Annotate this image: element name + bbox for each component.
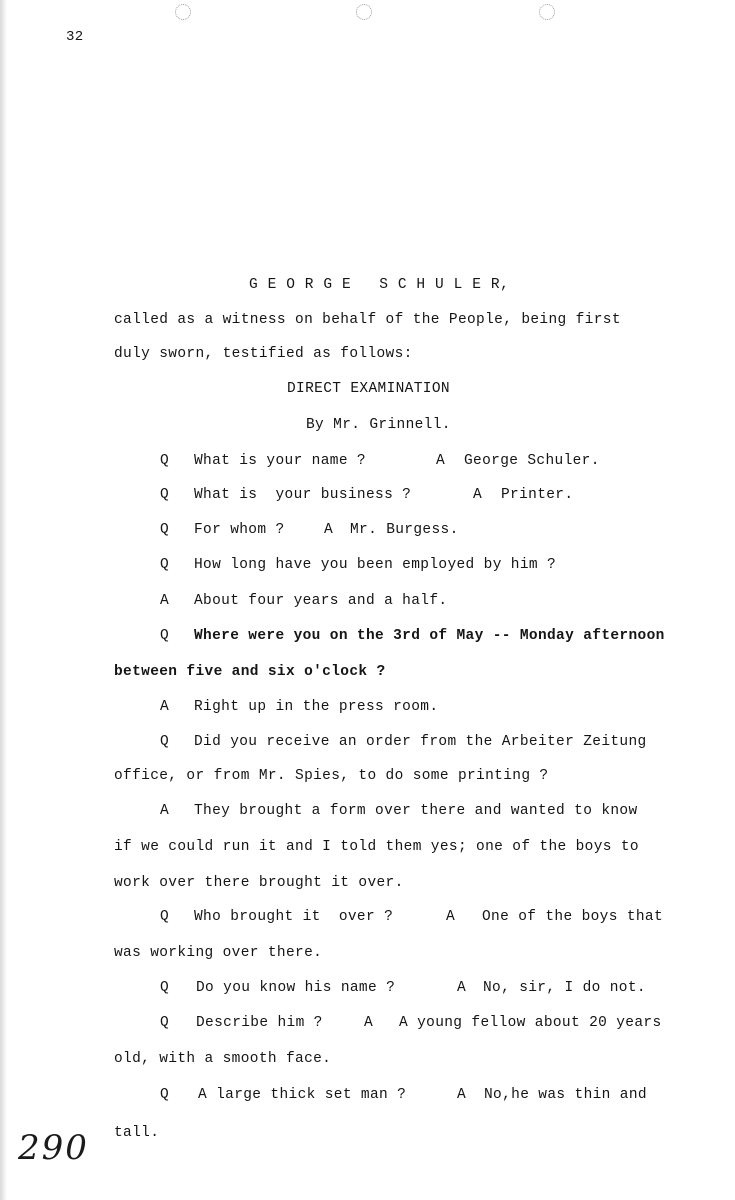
question-text: Do you know his name ? [196,980,396,996]
examiner-line: By Mr. Grinnell. [306,417,451,433]
a-label: A [160,593,170,609]
answer-continuation: tall. [114,1125,160,1141]
intro-line-1: called as a witness on behalf of the People, being first [114,312,621,328]
answer-text: They brought a form over there and wanted to know [194,803,638,819]
question-text: What is your name ? [194,453,366,469]
answer-continuation: was working over there. [114,945,323,961]
answer-continuation: if we could run it and I told them yes; one of the boys to [114,839,639,855]
a-label: A [364,1015,374,1031]
q-label: Q [160,1015,170,1031]
handwritten-page-number: 290 [18,1128,89,1168]
q-label: Q [160,734,170,750]
answer-continuation: work over there brought it over. [114,875,404,891]
answer-text: No,he was thin and [484,1087,647,1103]
witness-heading: G E O R G E S C H U L E R, [249,277,510,293]
a-label: A [324,522,334,538]
punch-hole-mark [175,4,191,20]
a-label: A [457,1087,467,1103]
question-text: Where were you on the 3rd of May -- Monday afternoon [194,628,665,644]
q-label: Q [160,487,170,503]
question-text: What is your business ? [194,487,412,503]
page-edge-shadow [0,0,7,1200]
a-label: A [473,487,483,503]
section-title: DIRECT EXAMINATION [287,381,450,397]
question-text: Did you receive an order from the Arbeiter Zeitung [194,734,647,750]
answer-text: Right up in the press room. [194,699,439,715]
punch-hole-mark [356,4,372,20]
question-continuation: office, or from Mr. Spies, to do some printing ? [114,768,549,784]
question-text: How long have you been employed by him ? [194,557,557,573]
q-label: Q [160,522,170,538]
intro-line-2: duly sworn, testified as follows: [114,346,413,362]
answer-text: Printer. [501,487,574,503]
a-label: A [160,699,170,715]
page-number: 32 [66,29,84,45]
question-text: A large thick set man ? [198,1087,407,1103]
question-text: Who brought it over ? [194,909,394,925]
a-label: A [160,803,170,819]
q-label: Q [160,453,170,469]
question-continuation: between five and six o'clock ? [114,664,386,680]
a-label: A [446,909,456,925]
answer-continuation: old, with a smooth face. [114,1051,332,1067]
q-label: Q [160,980,170,996]
q-label: Q [160,1087,170,1103]
answer-text: George Schuler. [464,453,600,469]
answer-text: One of the boys that [482,909,664,925]
answer-text: No, sir, I do not. [483,980,646,996]
q-label: Q [160,557,170,573]
a-label: A [457,980,467,996]
question-text: Describe him ? [196,1015,323,1031]
answer-text: Mr. Burgess. [350,522,459,538]
answer-text: A young fellow about 20 years [399,1015,662,1031]
q-label: Q [160,628,170,644]
a-label: A [436,453,446,469]
question-text: For whom ? [194,522,285,538]
q-label: Q [160,909,170,925]
punch-hole-mark [539,4,555,20]
answer-text: About four years and a half. [194,593,448,609]
